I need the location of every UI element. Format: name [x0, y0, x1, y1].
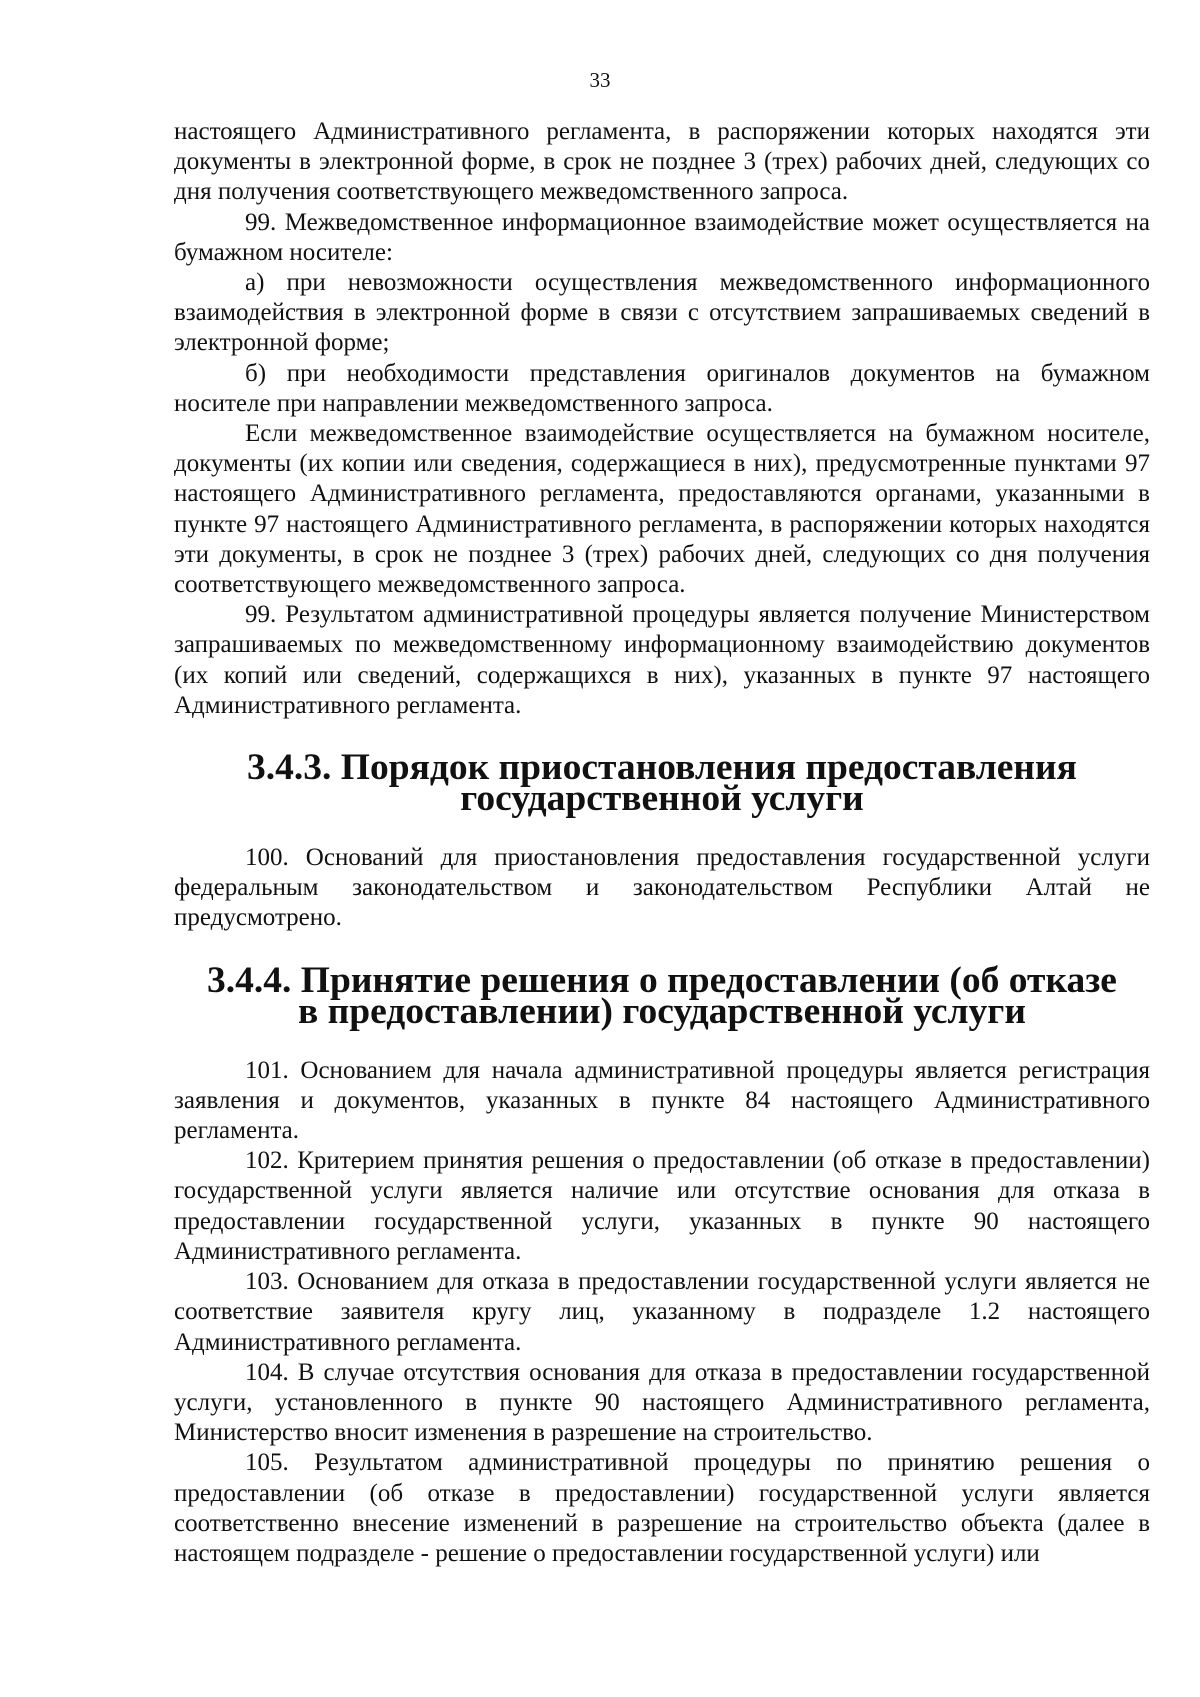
paragraph-99-result: 99. Результатом административной процедуры является получение Министерством запрашиваемых по межведомственному информационному взаимодействию документов (их копий или сведений, содержащихся в них), указанных в пункте 97 настоящего Административного регламента.: [174, 601, 1150, 719]
section-heading-3-4-3: [174, 747, 1150, 820]
paragraph-105: 105. Результатом административной процедуры по принятию решения о предоставлении (об отказе в предоставлении) государственной услуги является соответственно внесение изменений в разрешение на строительство объекта (далее в настоящем подразделе - решение о предоставлении государственной услуги) или: [174, 1449, 1150, 1567]
paragraph-102: 102. Критерием принятия решения о предоставлении (об отказе в предоставлении) государственной услуги является наличие или отсутствие основания для отказа в предоставлении государственной услуги, указанных в пункте 90 настоящего Административного регламента.: [174, 1147, 1150, 1265]
section-mid: [174, 843, 1150, 934]
heading-3-4-4-line1: 3.4.4. Принятие решения о предоставлении (об отказе: [207, 959, 1117, 1001]
paragraph-continuation: настоящего Административного регламента, в распоряжении которых находятся эти документы в электронной форме, в срок не позднее 3 (трех) рабочих дней, следующих со дня получения соответствующего межведомственного запроса.: [174, 118, 1150, 206]
section-bottom: [174, 1056, 1150, 1569]
heading-3-4-3-line2: государственной услуги: [460, 778, 864, 820]
page-number: 33: [589, 68, 611, 92]
paragraph-100: 100. Оснований для приостановления предоставления государственной услуги федеральным законодательством и законодательством Республики Алтай не предусмотрено.: [174, 844, 1150, 932]
paragraph-99-interagency: 99. Межведомственное информационное взаимодействие может осуществляется на бумажном носителе:: [174, 208, 1150, 266]
heading-3-4-4-line2: в предоставлении) государственной услуги: [298, 990, 1026, 1032]
paragraph-101: 101. Основанием для начала административной процедуры является регистрация заявления и документов, указанных в пункте 84 настоящего Административного регламента.: [174, 1056, 1150, 1145]
paragraph-99-paper-exchange: Если межведомственное взаимодействие осуществляется на бумажном носителе, документы (их копии или сведения, содержащиеся в них), предусмотренные пунктами 97 настоящего Административного регламента, предоставляются органами, указанными в пункте 97 настоящего Административного регламента, в распоряжении которых находятся эти документы, в срок не позднее 3 (трех) рабочих дней, следующих со дня получения соответствующего межведомственного запроса.: [174, 420, 1150, 599]
document-body: [174, 117, 1150, 1569]
paragraph-103: 103. Основанием для отказа в предоставлении государственной услуги является не соответствие заявителя кругу лиц, указанному в подразделе 1.2 настоящего Административного регламента.: [174, 1268, 1150, 1356]
paragraph-99-item-a: а) при невозможности осуществления межведомственного информационного взаимодействия в электронной форме в связи с отсутствием запрашиваемых сведений в электронной форме;: [174, 269, 1150, 357]
section-top: [174, 117, 1150, 721]
paragraph-104: 104. В случае отсутствия основания для отказа в предоставлении государственной услуги, установленного в пункте 90 настоящего Административного регламента, Министерство вносит изменения в разрешение на строительство.: [174, 1358, 1150, 1447]
section-heading-3-4-4: [174, 959, 1150, 1032]
heading-3-4-3-line1: 3.4.3. Порядок приостановления предоставления: [247, 747, 1077, 789]
paragraph-99-item-b: б) при необходимости представления оригиналов документов на бумажном носителе при направлении межведомственного запроса.: [174, 359, 1150, 417]
